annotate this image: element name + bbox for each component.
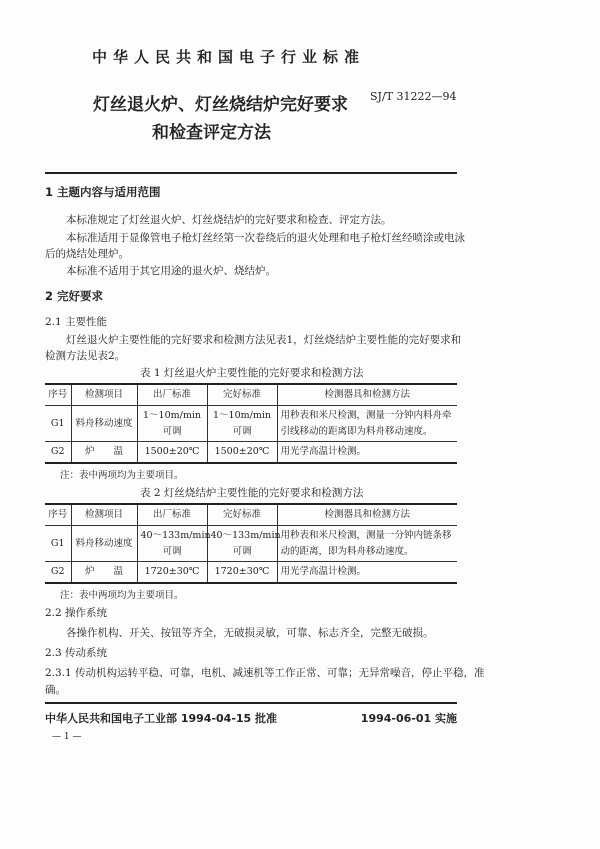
cell: G1: [45, 526, 71, 562]
cell: 料舟移动速度: [71, 406, 137, 442]
cell-line: 动的距离，即为料舟移动速度。: [280, 545, 414, 557]
cell: 1500±20℃: [207, 442, 277, 464]
title-line-1: 灯丝退火炉、灯丝烧结炉完好要求: [93, 95, 348, 115]
cell-line: 可调: [162, 425, 182, 437]
cell: 1500±20℃: [137, 442, 207, 464]
bottom-rule: [45, 702, 457, 704]
table-row: [45, 406, 457, 442]
page-number: — 1 —: [52, 732, 82, 742]
paragraph: 后的烧结处理炉。: [45, 248, 129, 260]
cell-line: 40～133m/min: [210, 529, 281, 541]
cell: 1720±30℃: [207, 562, 277, 584]
section-1-heading: 1 主题内容与适用范围: [45, 185, 161, 199]
paragraph: 本标准适用于显像管电子枪灯丝经第一次卷绕后的退火处理和电子枪灯丝经喷涂或电泳: [66, 232, 465, 244]
table-1-caption: 表 1 灯丝退火炉主要性能的完好要求和检测方法: [140, 367, 364, 379]
table-row: [45, 562, 457, 584]
cell-line: 40～133m/min: [140, 529, 211, 541]
cell: [137, 526, 211, 562]
header-cell: 序号: [45, 504, 71, 526]
standard-header: 中华人民共和国电子行业标准: [92, 48, 366, 66]
header-cell: 序号: [45, 384, 71, 406]
cell-line: 可调: [162, 545, 182, 557]
cell: G1: [45, 406, 71, 442]
cell-line: 用秒表和米尺检测，测量一分钟内链条移: [280, 529, 452, 541]
cell: G2: [45, 442, 71, 464]
table-1: [45, 383, 457, 464]
table-1-note: 注：表中两项均为主要项目。: [60, 470, 184, 481]
cell: 用光学高温计检测。: [277, 442, 457, 464]
header-cell: 出厂标准: [137, 384, 207, 406]
paragraph: 各操作机构、开关、按钮等齐全，无破损灵敏，可靠、标志齐全，完整无破损。: [66, 627, 434, 639]
header-cell: 出厂标准: [137, 504, 207, 526]
cell-line: 可调: [232, 545, 252, 557]
header-cell: 检测项目: [71, 384, 137, 406]
paragraph: 2.3.1 传动机构运转平稳、可靠，电机、减速机等工作正常、可靠；无异常噪音，停止平稳，准: [45, 667, 485, 679]
paragraph: 确。: [45, 684, 66, 696]
cell-line: 1～10m/min: [212, 409, 271, 421]
paragraph: 灯丝退火炉主要性能的完好要求和检测方法见表1，灯丝烧结炉主要性能的完好要求和: [66, 334, 462, 346]
header-cell: 检测器具和检测方法: [277, 384, 457, 406]
header-cell: 完好标准: [207, 504, 277, 526]
cell: [207, 406, 277, 442]
cell-line: 1～10m/min: [142, 409, 201, 421]
cell: 料舟移动速度: [71, 526, 137, 562]
table-row: [45, 442, 457, 464]
cell: [137, 406, 207, 442]
table-2-caption: 表 2 灯丝烧结炉主要性能的完好要求和检测方法: [140, 487, 364, 499]
standard-code: SJ/T 31222—94: [370, 90, 457, 103]
paragraph: 检测方法见表2。: [45, 350, 126, 362]
header-cell: 检测项目: [71, 504, 137, 526]
section-2-3-heading: 2.3 传动系统: [45, 647, 108, 659]
header-cell: 检测器具和检测方法: [277, 504, 457, 526]
cell: 炉 温: [71, 562, 137, 584]
cell-line: 用秒表和米尺检测，测量一分钟内料舟牵: [280, 409, 452, 421]
cell: [277, 406, 457, 442]
paragraph: 本标准不适用于其它用途的退火炉、烧结炉。: [66, 265, 276, 277]
table-header-row: [45, 504, 457, 526]
cell: 用光学高温计检测。: [277, 562, 457, 584]
section-2-1-heading: 2.1 主要性能: [45, 316, 108, 328]
top-rule: [45, 172, 457, 174]
paragraph: 本标准规定了灯丝退火炉、灯丝烧结炉的完好要求和检查、评定方法。: [66, 214, 392, 226]
cell: 1720±30℃: [137, 562, 207, 584]
table-header-row: [45, 384, 457, 406]
cell: G2: [45, 562, 71, 584]
section-2-2-heading: 2.2 操作系统: [45, 607, 108, 619]
table-2-note: 注：表中两项均为主要项目。: [60, 590, 184, 601]
cell-line: 引线移动的距离即为料舟移动速度。: [280, 425, 433, 437]
cell: [277, 526, 457, 562]
table-row: [45, 526, 457, 562]
approval-line: 中华人民共和国电子工业部 1994-04-15 批准: [45, 712, 278, 725]
cell: [207, 526, 281, 562]
cell-line: 可调: [232, 425, 252, 437]
title-line-2: 和检查评定方法: [152, 123, 271, 143]
section-2-heading: 2 完好要求: [45, 289, 104, 303]
header-cell: 完好标准: [207, 384, 277, 406]
table-2: [45, 503, 457, 584]
effective-date: 1994-06-01 实施: [360, 712, 457, 725]
cell: 炉 温: [71, 442, 137, 464]
